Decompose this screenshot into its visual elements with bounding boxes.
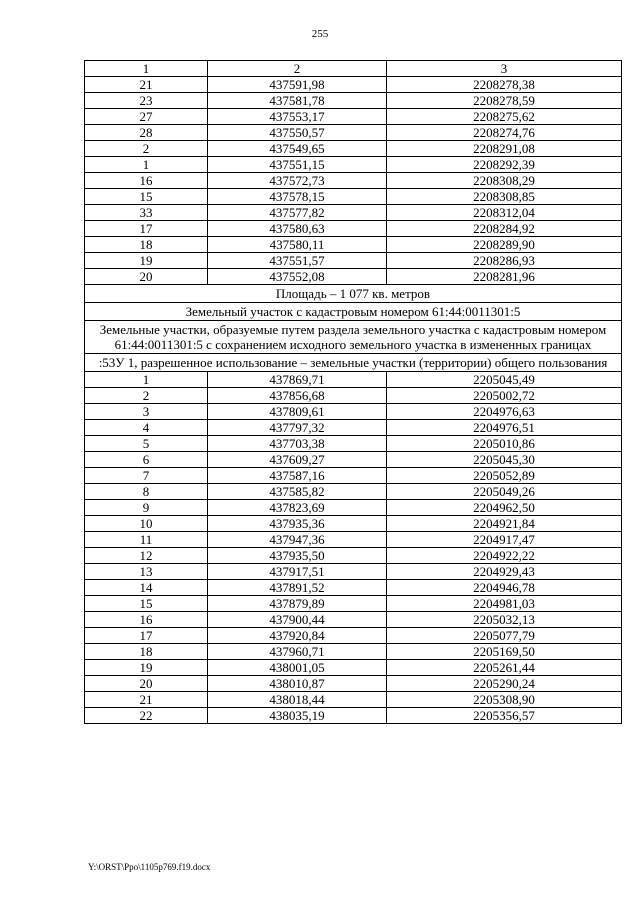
- table-row: [85, 237, 622, 253]
- point-number-cell: 33: [85, 205, 208, 221]
- y-coordinate-cell: 2208292,39: [387, 157, 622, 173]
- x-coordinate-cell: 437960,71: [208, 644, 387, 660]
- point-number-cell: 18: [85, 237, 208, 253]
- table-row: [85, 420, 622, 436]
- point-number-cell: 23: [85, 93, 208, 109]
- table-row: [85, 692, 622, 708]
- point-number-cell: 8: [85, 484, 208, 500]
- point-number-cell: 3: [85, 404, 208, 420]
- parcel-text: Земельный участок с кадастровым номером 61:44:0011301:5: [85, 303, 622, 321]
- table-row: [85, 173, 622, 189]
- table-row: [85, 580, 622, 596]
- x-coordinate-cell: 437578,15: [208, 189, 387, 205]
- page-number: 255: [311, 28, 329, 40]
- y-coordinate-cell: 2204946,78: [387, 580, 622, 596]
- x-coordinate-cell: 437585,82: [208, 484, 387, 500]
- x-coordinate-cell: 437856,68: [208, 388, 387, 404]
- y-coordinate-cell: 2205010,86: [387, 436, 622, 452]
- y-coordinate-cell: 2205045,49: [387, 372, 622, 388]
- x-coordinate-cell: 437553,17: [208, 109, 387, 125]
- y-coordinate-cell: 2208284,92: [387, 221, 622, 237]
- x-coordinate-cell: 437551,15: [208, 157, 387, 173]
- table-row: [85, 269, 622, 285]
- point-number-cell: 1: [85, 157, 208, 173]
- x-coordinate-cell: 437797,32: [208, 420, 387, 436]
- y-coordinate-cell: 2204976,51: [387, 420, 622, 436]
- x-coordinate-cell: 437580,63: [208, 221, 387, 237]
- point-number-cell: 20: [85, 676, 208, 692]
- parcel-text-row: [85, 303, 622, 321]
- y-coordinate-cell: 2205261,44: [387, 660, 622, 676]
- y-coordinate-cell: 2208278,59: [387, 93, 622, 109]
- x-coordinate-cell: 437823,69: [208, 500, 387, 516]
- y-coordinate-cell: 2205032,13: [387, 612, 622, 628]
- y-coordinate-cell: 2204929,43: [387, 564, 622, 580]
- y-coordinate-cell: 2205045,30: [387, 452, 622, 468]
- point-number-cell: 14: [85, 580, 208, 596]
- point-number-cell: 18: [85, 644, 208, 660]
- table-row: [85, 205, 622, 221]
- y-coordinate-cell: 2204917,47: [387, 532, 622, 548]
- point-number-cell: 21: [85, 77, 208, 93]
- x-coordinate-cell: 437581,78: [208, 93, 387, 109]
- x-coordinate-cell: 437891,52: [208, 580, 387, 596]
- point-number-cell: 28: [85, 125, 208, 141]
- x-coordinate-cell: 437920,84: [208, 628, 387, 644]
- point-number-cell: 15: [85, 596, 208, 612]
- y-coordinate-cell: 2204921,84: [387, 516, 622, 532]
- table-row: [85, 500, 622, 516]
- x-coordinate-cell: 437809,61: [208, 404, 387, 420]
- table-row: [85, 612, 622, 628]
- y-coordinate-cell: 2204962,50: [387, 500, 622, 516]
- x-coordinate-cell: 438010,87: [208, 676, 387, 692]
- header-cell-1: 1: [85, 61, 208, 77]
- point-number-cell: 9: [85, 500, 208, 516]
- zu-permitted-use-text: :53У 1, разрешенное использование – земельные участки (территории) общего пользования: [85, 354, 622, 372]
- y-coordinate-cell: 2205077,79: [387, 628, 622, 644]
- y-coordinate-cell: 2205308,90: [387, 692, 622, 708]
- table-row: [85, 548, 622, 564]
- point-number-cell: 20: [85, 269, 208, 285]
- point-number-cell: 4: [85, 420, 208, 436]
- coordinates-table: [84, 60, 622, 724]
- y-coordinate-cell: 2204922,22: [387, 548, 622, 564]
- y-coordinate-cell: 2208278,38: [387, 77, 622, 93]
- table-row: [85, 532, 622, 548]
- table-row: [85, 452, 622, 468]
- x-coordinate-cell: 437551,57: [208, 253, 387, 269]
- point-number-cell: 13: [85, 564, 208, 580]
- point-number-cell: 2: [85, 141, 208, 157]
- table-row: [85, 125, 622, 141]
- table-row: [85, 644, 622, 660]
- table-row: [85, 516, 622, 532]
- table-row: [85, 253, 622, 269]
- y-coordinate-cell: 2208289,90: [387, 237, 622, 253]
- table-row: [85, 388, 622, 404]
- point-number-cell: 5: [85, 436, 208, 452]
- y-coordinate-cell: 2208308,85: [387, 189, 622, 205]
- point-number-cell: 16: [85, 612, 208, 628]
- table-row: [85, 109, 622, 125]
- table-row: [85, 404, 622, 420]
- table-row: [85, 189, 622, 205]
- point-number-cell: 7: [85, 468, 208, 484]
- y-coordinate-cell: 2205002,72: [387, 388, 622, 404]
- y-coordinate-cell: 2208286,93: [387, 253, 622, 269]
- x-coordinate-cell: 437703,38: [208, 436, 387, 452]
- y-coordinate-cell: 2204981,03: [387, 596, 622, 612]
- area-text: Площадь – 1 077 кв. метров: [85, 285, 622, 303]
- y-coordinate-cell: 2208281,96: [387, 269, 622, 285]
- point-number-cell: 6: [85, 452, 208, 468]
- x-coordinate-cell: 437577,82: [208, 205, 387, 221]
- point-number-cell: 19: [85, 660, 208, 676]
- table-row: [85, 708, 622, 724]
- x-coordinate-cell: 437552,08: [208, 269, 387, 285]
- table-row: [85, 221, 622, 237]
- y-coordinate-cell: 2205290,24: [387, 676, 622, 692]
- x-coordinate-cell: 438035,19: [208, 708, 387, 724]
- table-header-row: [85, 61, 622, 77]
- point-number-cell: 22: [85, 708, 208, 724]
- formed-parcels-text: Земельные участки, образуемые путем раздела земельного участка с кадастровым номером 61:44:0011301:5 с сохранением исходного земельного участка в измененных границах: [85, 321, 622, 354]
- x-coordinate-cell: 438001,05: [208, 660, 387, 676]
- point-number-cell: 21: [85, 692, 208, 708]
- y-coordinate-cell: 2205049,26: [387, 484, 622, 500]
- x-coordinate-cell: 437900,44: [208, 612, 387, 628]
- table-row: [85, 596, 622, 612]
- x-coordinate-cell: 437869,71: [208, 372, 387, 388]
- area-text-row: [85, 285, 622, 303]
- table-row: [85, 628, 622, 644]
- y-coordinate-cell: 2204976,63: [387, 404, 622, 420]
- y-coordinate-cell: 2208312,04: [387, 205, 622, 221]
- point-number-cell: 1: [85, 372, 208, 388]
- y-coordinate-cell: 2208274,76: [387, 125, 622, 141]
- table-row: [85, 484, 622, 500]
- x-coordinate-cell: 437609,27: [208, 452, 387, 468]
- x-coordinate-cell: 438018,44: [208, 692, 387, 708]
- table-row: [85, 676, 622, 692]
- point-number-cell: 10: [85, 516, 208, 532]
- point-number-cell: 27: [85, 109, 208, 125]
- y-coordinate-cell: 2205052,89: [387, 468, 622, 484]
- table-row: [85, 141, 622, 157]
- y-coordinate-cell: 2208275,62: [387, 109, 622, 125]
- table-row: [85, 436, 622, 452]
- table-row: [85, 93, 622, 109]
- x-coordinate-cell: 437947,36: [208, 532, 387, 548]
- y-coordinate-cell: 2205356,57: [387, 708, 622, 724]
- point-number-cell: 2: [85, 388, 208, 404]
- file-path-footer: Y:\ORST\Ppo\1105p769.f19.docx: [88, 862, 211, 872]
- point-number-cell: 17: [85, 221, 208, 237]
- header-cell-3: 3: [387, 61, 622, 77]
- table-row: [85, 157, 622, 173]
- x-coordinate-cell: 437580,11: [208, 237, 387, 253]
- table-row: [85, 77, 622, 93]
- x-coordinate-cell: 437935,36: [208, 516, 387, 532]
- x-coordinate-cell: 437587,16: [208, 468, 387, 484]
- y-coordinate-cell: 2208291,08: [387, 141, 622, 157]
- point-number-cell: 12: [85, 548, 208, 564]
- table-row: [85, 468, 622, 484]
- table-row: [85, 660, 622, 676]
- point-number-cell: 19: [85, 253, 208, 269]
- point-number-cell: 17: [85, 628, 208, 644]
- table-row: [85, 372, 622, 388]
- point-number-cell: 15: [85, 189, 208, 205]
- x-coordinate-cell: 437572,73: [208, 173, 387, 189]
- point-number-cell: 16: [85, 173, 208, 189]
- zu-permitted-use-text-row: [85, 354, 622, 372]
- formed-parcels-text-row: [85, 321, 622, 354]
- x-coordinate-cell: 437935,50: [208, 548, 387, 564]
- y-coordinate-cell: 2208308,29: [387, 173, 622, 189]
- point-number-cell: 11: [85, 532, 208, 548]
- x-coordinate-cell: 437549,65: [208, 141, 387, 157]
- x-coordinate-cell: 437550,57: [208, 125, 387, 141]
- x-coordinate-cell: 437879,89: [208, 596, 387, 612]
- y-coordinate-cell: 2205169,50: [387, 644, 622, 660]
- table-row: [85, 564, 622, 580]
- header-cell-2: 2: [208, 61, 387, 77]
- x-coordinate-cell: 437917,51: [208, 564, 387, 580]
- x-coordinate-cell: 437591,98: [208, 77, 387, 93]
